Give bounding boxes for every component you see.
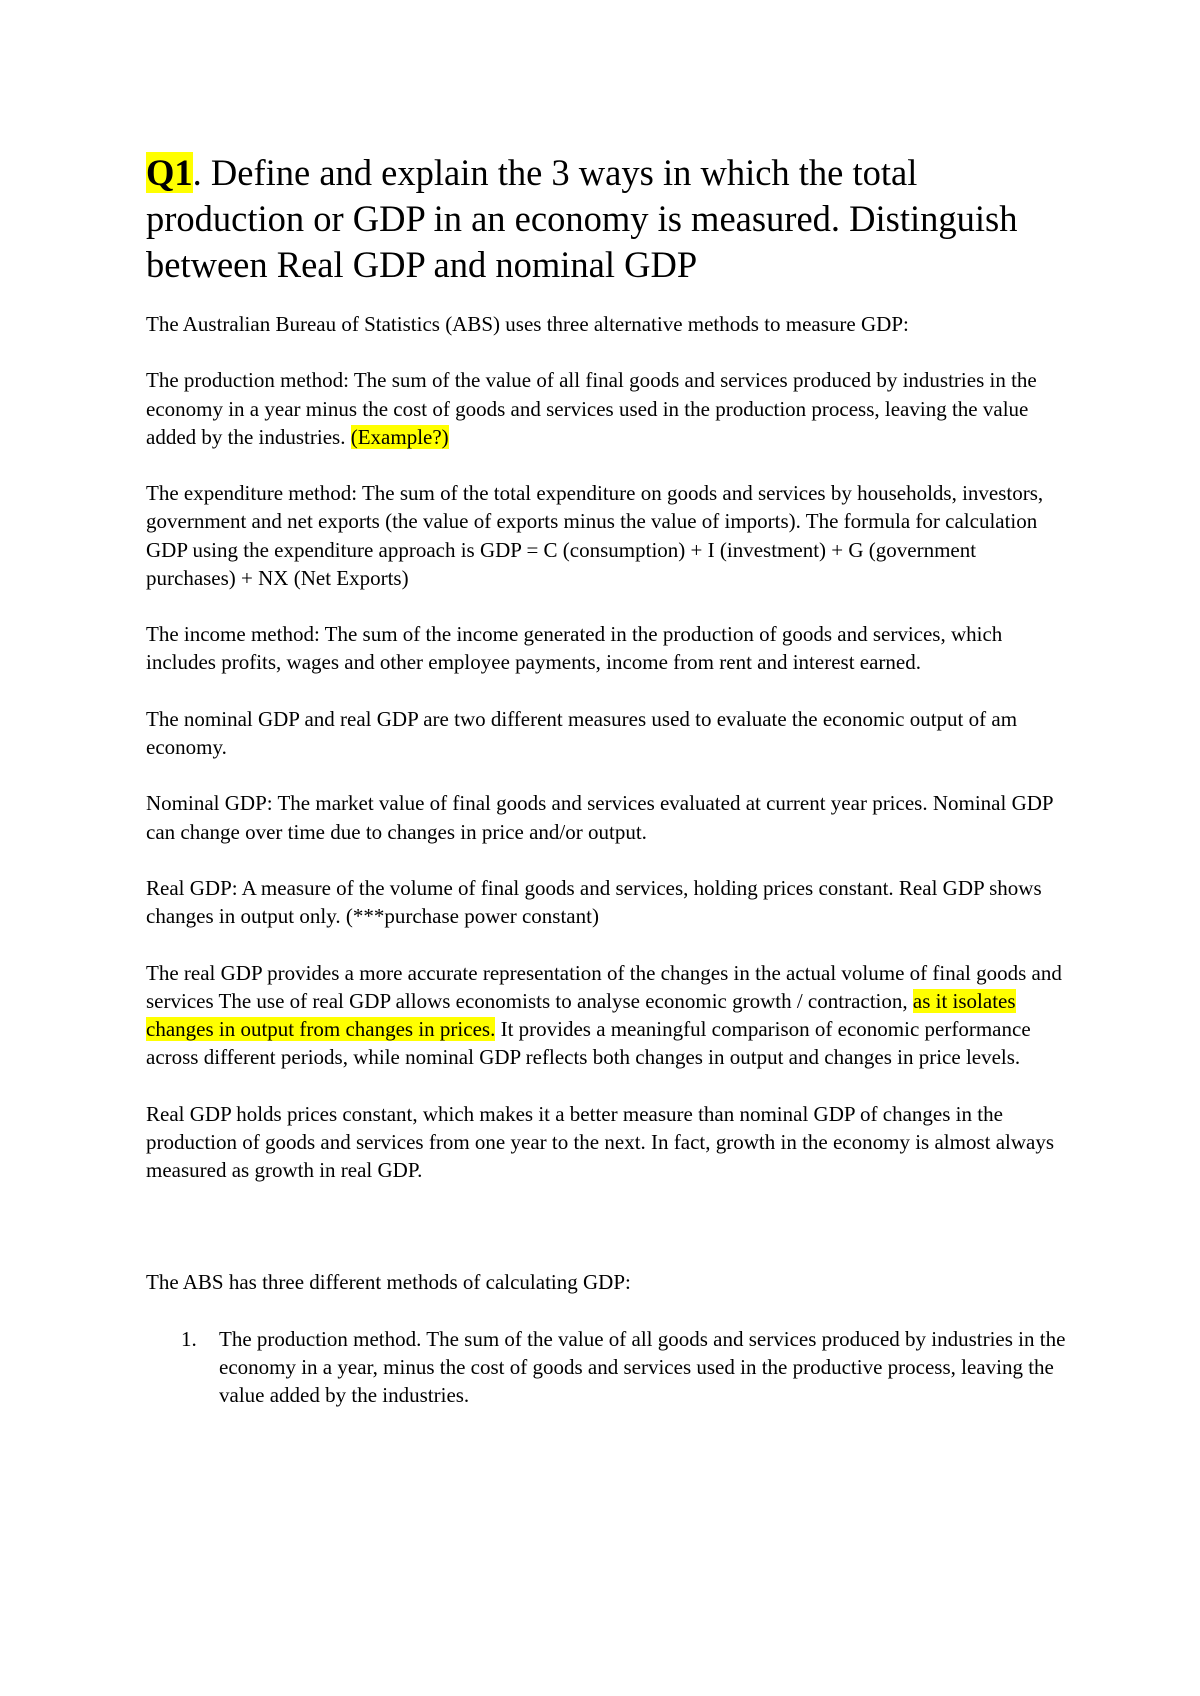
list-item-text: The production method. The sum of the value of all goods and services produced by industries in the economy in a year, minus the cost of goods and services used in the productive process, leaving the value added by the industries.: [219, 1326, 1066, 1408]
accuracy-highlight: as it isolates changes in output from changes in prices.: [146, 988, 1016, 1041]
example-note-highlight: (Example?): [350, 424, 449, 449]
real-gdp-paragraph: Real GDP: A measure of the volume of final goods and services, holding prices constant. Real GDP shows changes in output only. (***purchase power constant): [146, 875, 1042, 929]
nominal-gdp-paragraph: Nominal GDP: The market value of final goods and services evaluated at current year prices. Nominal GDP can change over time due to changes in price and/or output.: [146, 791, 1053, 844]
expenditure-method-paragraph: The expenditure method: The sum of the total expenditure on goods and services by households, investors, government and net exports (the value of exports minus the value of imports). The formula for calculation GDP using the expenditure approach is GDP = C (consumption) + I (investment) + G (government purchases) + NX (Net Exports): [146, 481, 1044, 590]
abs-methods-paragraph: The ABS has three different methods of calculating GDP:: [146, 1270, 631, 1295]
question-text: . Define and explain the 3 ways in which the total production or GDP in an economy is measured. Distinguish between Real GDP and nominal GDP: [146, 152, 1018, 285]
list-item-number: 1.: [181, 1326, 197, 1351]
document-body: [146, 150, 1066, 1409]
production-method-text: The production method: The sum of the value of all final goods and services produced by industries in the economy in a year minus the cost of goods and services used in the production process, leaving the value added by the industries.: [146, 368, 1037, 449]
accuracy-paragraph: [146, 959, 1066, 1072]
holds-constant-paragraph: Real GDP holds prices constant, which makes it a better measure than nominal GDP of changes in the production of goods and services from one year to the next. In fact, growth in the economy is almost always measured as growth in real GDP.: [146, 1101, 1055, 1182]
list-item: [146, 1325, 1066, 1410]
accuracy-text-after: It provides a meaningful comparison of economic performance across different periods, while nominal GDP reflects both changes in output and changes in price levels.: [146, 1016, 1031, 1070]
blank-spacer: [146, 1212, 1066, 1268]
question-number: Q1: [146, 152, 193, 193]
nominal-vs-real-paragraph: The nominal GDP and real GDP are two different measures used to evaluate the economic output of am economy.: [146, 706, 1018, 759]
methods-list: [146, 1325, 1066, 1410]
income-method-paragraph: The income method: The sum of the income generated in the production of goods and services, which includes profits, wages and other employee payments, income from rent and interest earned.: [146, 622, 1003, 675]
accuracy-text-before: The real GDP provides a more accurate representation of the changes in the actual volume of final goods and services The use of real GDP allows economists to analyse economic growth / contraction,: [146, 960, 1062, 1013]
production-method-paragraph: [146, 366, 1066, 451]
question-heading: [146, 150, 1066, 288]
intro-paragraph: The Australian Bureau of Statistics (ABS) uses three alternative methods to measure GDP:: [146, 312, 909, 336]
